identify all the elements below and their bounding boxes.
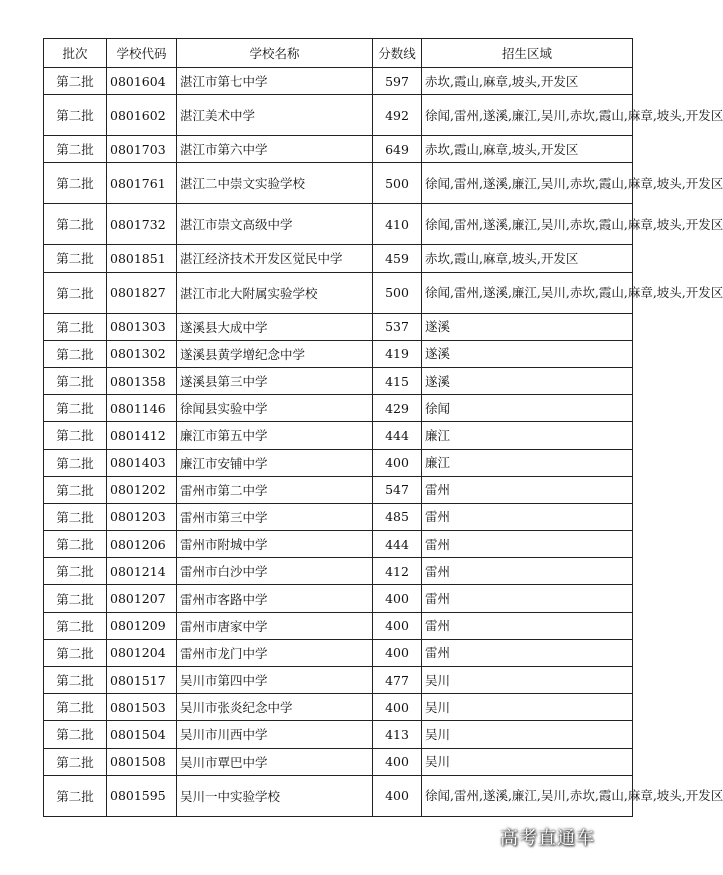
cell-school-code: 0801732: [107, 204, 177, 245]
cell-score-line: 444: [373, 422, 422, 449]
cell-batch: 第二批: [44, 272, 107, 313]
cell-school-code: 0801209: [107, 612, 177, 639]
cell-school-name: 遂溪县大成中学: [177, 313, 373, 340]
cell-school-code: 0801508: [107, 748, 177, 775]
cell-region: 徐闻: [422, 395, 633, 422]
cell-score-line: 410: [373, 204, 422, 245]
cell-school-code: 0801302: [107, 340, 177, 367]
cell-school-name: 廉江市第五中学: [177, 422, 373, 449]
table-row: [44, 367, 633, 394]
cell-school-code: 0801412: [107, 422, 177, 449]
header-school-name: 学校名称: [177, 39, 373, 68]
cell-school-name: 徐闻县实验中学: [177, 395, 373, 422]
table-row: [44, 95, 633, 136]
cell-batch: 第二批: [44, 748, 107, 775]
header-school-code: 学校代码: [107, 39, 177, 68]
cell-batch: 第二批: [44, 204, 107, 245]
table-row: [44, 694, 633, 721]
cell-region: 徐闻,雷州,遂溪,廉江,吴川,赤坎,霞山,麻章,坡头,开发区: [422, 163, 633, 204]
header-score-line: 分数线: [373, 39, 422, 68]
cell-school-name: 遂溪县第三中学: [177, 367, 373, 394]
cell-school-code: 0801303: [107, 313, 177, 340]
cell-region: 雷州: [422, 503, 633, 530]
cell-school-name: 雷州市第二中学: [177, 476, 373, 503]
cell-school-name: 雷州市白沙中学: [177, 558, 373, 585]
cell-region: 徐闻,雷州,遂溪,廉江,吴川,赤坎,霞山,麻章,坡头,开发区: [422, 775, 633, 816]
cell-school-code: 0801146: [107, 395, 177, 422]
cell-school-code: 0801595: [107, 775, 177, 816]
cell-region: 雷州: [422, 639, 633, 666]
cell-batch: 第二批: [44, 449, 107, 476]
cell-batch: 第二批: [44, 639, 107, 666]
table-row: [44, 721, 633, 748]
table-row: [44, 68, 633, 95]
cell-score-line: 477: [373, 667, 422, 694]
cell-batch: 第二批: [44, 367, 107, 394]
cell-region: 廉江: [422, 449, 633, 476]
cell-batch: 第二批: [44, 340, 107, 367]
table-row: [44, 136, 633, 163]
cell-score-line: 500: [373, 272, 422, 313]
table-row: [44, 272, 633, 313]
cell-batch: 第二批: [44, 531, 107, 558]
cell-score-line: 492: [373, 95, 422, 136]
cell-school-code: 0801517: [107, 667, 177, 694]
table-row: [44, 748, 633, 775]
cell-school-code: 0801206: [107, 531, 177, 558]
table-row: [44, 585, 633, 612]
cell-batch: 第二批: [44, 503, 107, 530]
cell-batch: 第二批: [44, 694, 107, 721]
cell-school-name: 湛江美术中学: [177, 95, 373, 136]
cell-score-line: 400: [373, 449, 422, 476]
cell-school-code: 0801602: [107, 95, 177, 136]
table-row: [44, 163, 633, 204]
cell-score-line: 485: [373, 503, 422, 530]
cell-school-name: 湛江市第七中学: [177, 68, 373, 95]
cell-school-name: 雷州市附城中学: [177, 531, 373, 558]
cell-batch: 第二批: [44, 136, 107, 163]
cell-school-code: 0801204: [107, 639, 177, 666]
cell-school-name: 雷州市龙门中学: [177, 639, 373, 666]
cell-score-line: 537: [373, 313, 422, 340]
table-row: [44, 639, 633, 666]
cell-batch: 第二批: [44, 667, 107, 694]
cell-school-code: 0801504: [107, 721, 177, 748]
cell-region: 雷州: [422, 612, 633, 639]
cell-school-name: 湛江市北大附属实验学校: [177, 272, 373, 313]
table-row: [44, 775, 633, 816]
cell-batch: 第二批: [44, 721, 107, 748]
cell-school-name: 吴川一中实验学校: [177, 775, 373, 816]
cell-score-line: 649: [373, 136, 422, 163]
cell-region: 赤坎,霞山,麻章,坡头,开发区: [422, 136, 633, 163]
cell-batch: 第二批: [44, 163, 107, 204]
cell-region: 遂溪: [422, 367, 633, 394]
cell-region: 赤坎,霞山,麻章,坡头,开发区: [422, 245, 633, 272]
cell-region: 廉江: [422, 422, 633, 449]
table-row: [44, 476, 633, 503]
cell-region: 遂溪: [422, 340, 633, 367]
cell-region: 雷州: [422, 585, 633, 612]
cell-school-code: 0801214: [107, 558, 177, 585]
cell-school-code: 0801403: [107, 449, 177, 476]
cell-batch: 第二批: [44, 558, 107, 585]
admissions-table: [43, 38, 723, 817]
cell-score-line: 400: [373, 775, 422, 816]
cell-school-name: 湛江经济技术开发区觉民中学: [177, 245, 373, 272]
cell-school-name: 湛江市第六中学: [177, 136, 373, 163]
table-row: [44, 395, 633, 422]
header-region: 招生区域: [422, 39, 633, 68]
cell-school-name: 吴川市张炎纪念中学: [177, 694, 373, 721]
cell-region: 吴川: [422, 748, 633, 775]
cell-school-name: 雷州市客路中学: [177, 585, 373, 612]
cell-school-code: 0801604: [107, 68, 177, 95]
cell-score-line: 415: [373, 367, 422, 394]
cell-school-code: 0801761: [107, 163, 177, 204]
cell-school-name: 湛江二中崇文实验学校: [177, 163, 373, 204]
table-row: [44, 204, 633, 245]
cell-score-line: 400: [373, 694, 422, 721]
cell-batch: 第二批: [44, 313, 107, 340]
table-row: [44, 313, 633, 340]
cell-region: 雷州: [422, 531, 633, 558]
cell-school-code: 0801503: [107, 694, 177, 721]
cell-region: 遂溪: [422, 313, 633, 340]
cell-region: 雷州: [422, 558, 633, 585]
cell-score-line: 412: [373, 558, 422, 585]
cell-batch: 第二批: [44, 775, 107, 816]
cell-region: 吴川: [422, 721, 633, 748]
table-body: [44, 68, 723, 817]
cell-school-code: 0801851: [107, 245, 177, 272]
table-row: [44, 558, 633, 585]
table-row: [44, 503, 633, 530]
cell-score-line: 400: [373, 612, 422, 639]
cell-school-name: 雷州市唐家中学: [177, 612, 373, 639]
cell-score-line: 400: [373, 748, 422, 775]
cell-school-code: 0801703: [107, 136, 177, 163]
table-row: [44, 245, 633, 272]
cell-batch: 第二批: [44, 395, 107, 422]
cell-score-line: 419: [373, 340, 422, 367]
table-row: [44, 340, 633, 367]
cell-school-name: 吴川市覃巴中学: [177, 748, 373, 775]
cell-score-line: 400: [373, 585, 422, 612]
cell-batch: 第二批: [44, 245, 107, 272]
cell-school-code: 0801203: [107, 503, 177, 530]
cell-region: 吴川: [422, 667, 633, 694]
cell-score-line: 597: [373, 68, 422, 95]
cell-school-name: 吴川市川西中学: [177, 721, 373, 748]
cell-school-name: 湛江市崇文高级中学: [177, 204, 373, 245]
cell-score-line: 547: [373, 476, 422, 503]
cell-school-name: 遂溪县黄学增纪念中学: [177, 340, 373, 367]
cell-batch: 第二批: [44, 68, 107, 95]
header-batch: 批次: [44, 39, 107, 68]
cell-school-code: 0801207: [107, 585, 177, 612]
cell-score-line: 459: [373, 245, 422, 272]
cell-school-name: 吴川市第四中学: [177, 667, 373, 694]
cell-school-code: 0801358: [107, 367, 177, 394]
cell-school-name: 雷州市第三中学: [177, 503, 373, 530]
header-row: [44, 39, 633, 68]
table-row: [44, 422, 633, 449]
cell-school-name: 廉江市安铺中学: [177, 449, 373, 476]
cell-region: 徐闻,雷州,遂溪,廉江,吴川,赤坎,霞山,麻章,坡头,开发区: [422, 272, 633, 313]
cell-score-line: 413: [373, 721, 422, 748]
cell-score-line: 500: [373, 163, 422, 204]
cell-batch: 第二批: [44, 95, 107, 136]
cell-score-line: 400: [373, 639, 422, 666]
cell-batch: 第二批: [44, 585, 107, 612]
table-row: [44, 449, 633, 476]
table-row: [44, 612, 633, 639]
table-row: [44, 531, 633, 558]
watermark-logo: 高考直通车: [500, 828, 595, 849]
cell-region: 赤坎,霞山,麻章,坡头,开发区: [422, 68, 633, 95]
cell-batch: 第二批: [44, 422, 107, 449]
cell-region: 吴川: [422, 694, 633, 721]
cell-score-line: 444: [373, 531, 422, 558]
cell-school-code: 0801827: [107, 272, 177, 313]
cell-batch: 第二批: [44, 612, 107, 639]
table-row: [44, 667, 633, 694]
cell-batch: 第二批: [44, 476, 107, 503]
cell-region: 徐闻,雷州,遂溪,廉江,吴川,赤坎,霞山,麻章,坡头,开发区: [422, 204, 633, 245]
cell-school-code: 0801202: [107, 476, 177, 503]
cell-region: 徐闻,雷州,遂溪,廉江,吴川,赤坎,霞山,麻章,坡头,开发区: [422, 95, 633, 136]
cell-score-line: 429: [373, 395, 422, 422]
cell-region: 雷州: [422, 476, 633, 503]
